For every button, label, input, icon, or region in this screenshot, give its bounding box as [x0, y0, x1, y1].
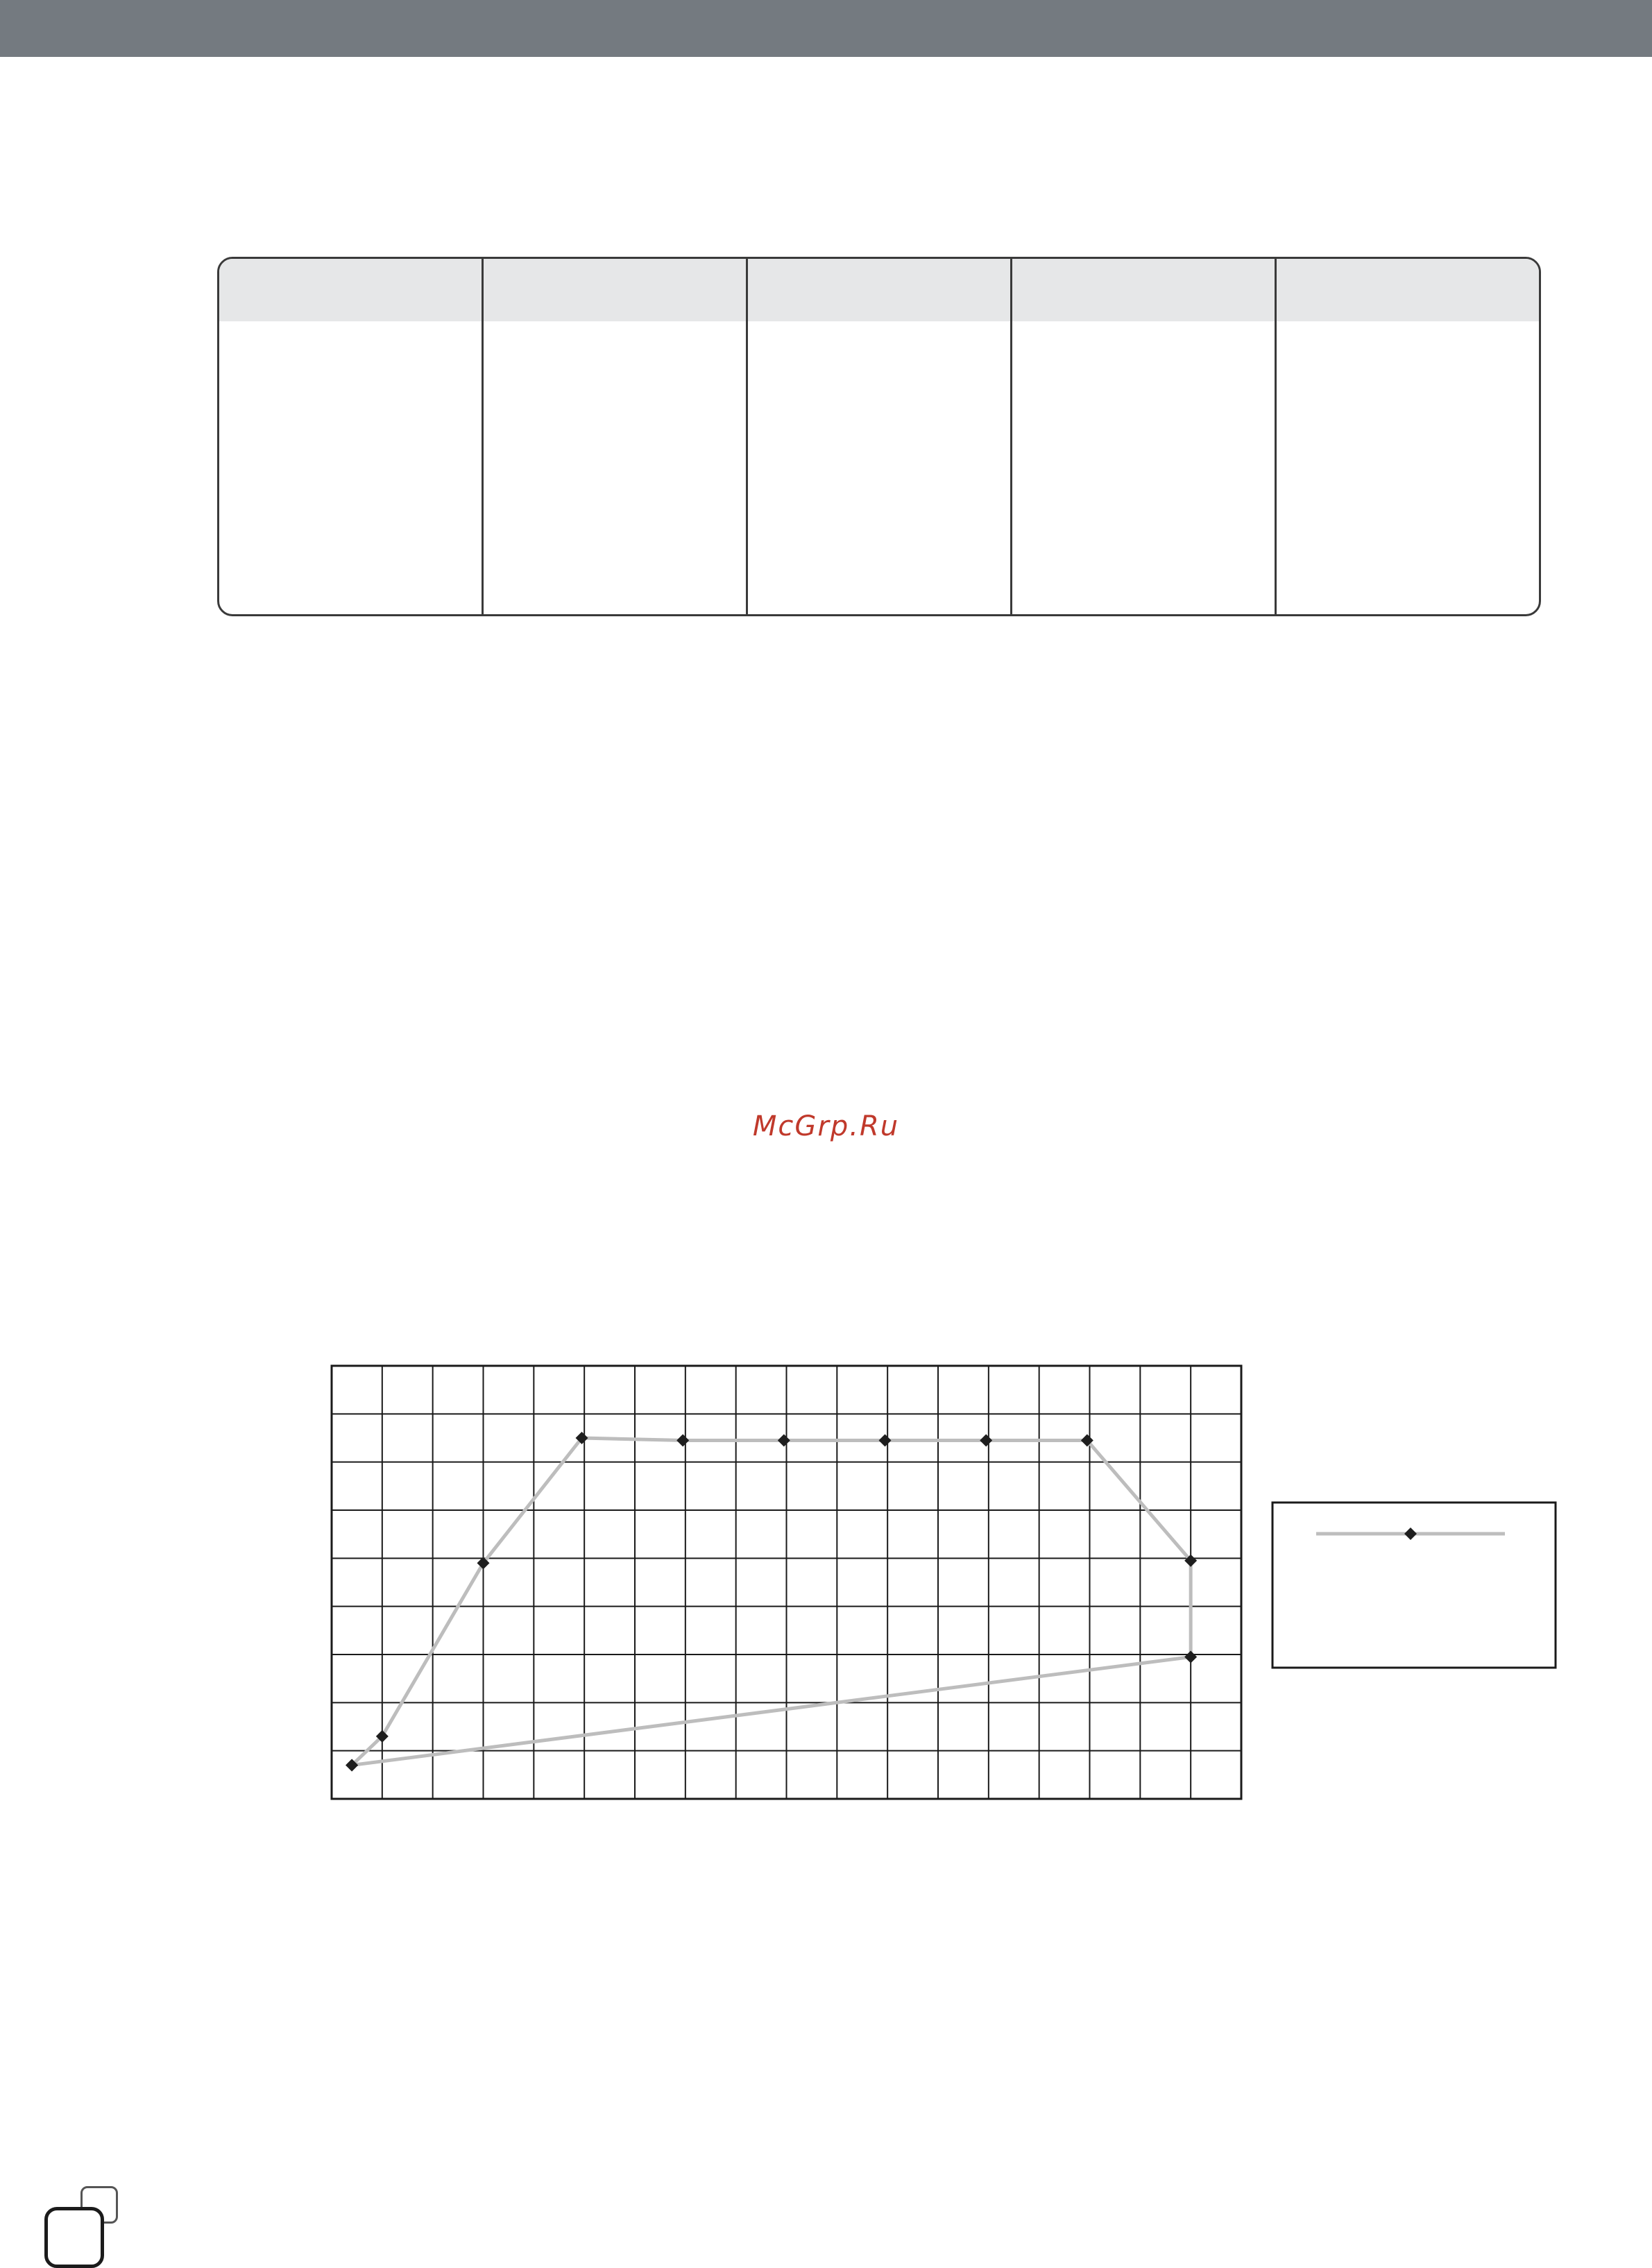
- table-header-cell: [748, 259, 1010, 321]
- data-point-marker: [576, 1432, 588, 1444]
- data-point-marker: [1081, 1434, 1093, 1446]
- table-header-cell: [1012, 259, 1275, 321]
- data-point-marker: [376, 1730, 389, 1743]
- data-point-marker: [346, 1759, 358, 1771]
- chart-legend: [1272, 1503, 1556, 1668]
- data-point-marker: [477, 1557, 490, 1569]
- plot-frame: [332, 1366, 1241, 1799]
- table-header-cell: [484, 259, 746, 321]
- watermark-text: McGrp.Ru: [752, 1110, 900, 1142]
- legend-marker-sample: [1404, 1527, 1417, 1540]
- data-point-marker: [676, 1434, 689, 1446]
- top-header-bar: [0, 0, 1652, 57]
- table-body-cell: [1012, 321, 1275, 614]
- data-point-marker: [346, 1759, 358, 1771]
- data-point-marker: [778, 1434, 790, 1446]
- page-mark-front-square: [44, 2207, 104, 2268]
- table-header-cell: [1277, 259, 1539, 321]
- table-column: [219, 259, 484, 614]
- table-header-cell: [219, 259, 482, 321]
- table-body-cell: [484, 321, 746, 614]
- legend-box: [1272, 1503, 1556, 1668]
- series-line: [352, 1438, 1191, 1765]
- table-body-cell: [748, 321, 1010, 614]
- table-column: [1012, 259, 1277, 614]
- table-body-cell: [219, 321, 482, 614]
- table-column: [748, 259, 1012, 614]
- table-column: [484, 259, 748, 614]
- data-point-marker: [980, 1434, 992, 1446]
- data-point-marker: [879, 1434, 892, 1446]
- spec-table: [217, 257, 1541, 616]
- chart-series: [346, 1432, 1197, 1771]
- data-point-marker: [1184, 1555, 1197, 1567]
- page-mark-icon: [42, 2186, 118, 2262]
- table-body-cell: [1277, 321, 1539, 614]
- chart-grid: [332, 1366, 1241, 1799]
- data-point-marker: [1184, 1650, 1197, 1663]
- table-column: [1277, 259, 1539, 614]
